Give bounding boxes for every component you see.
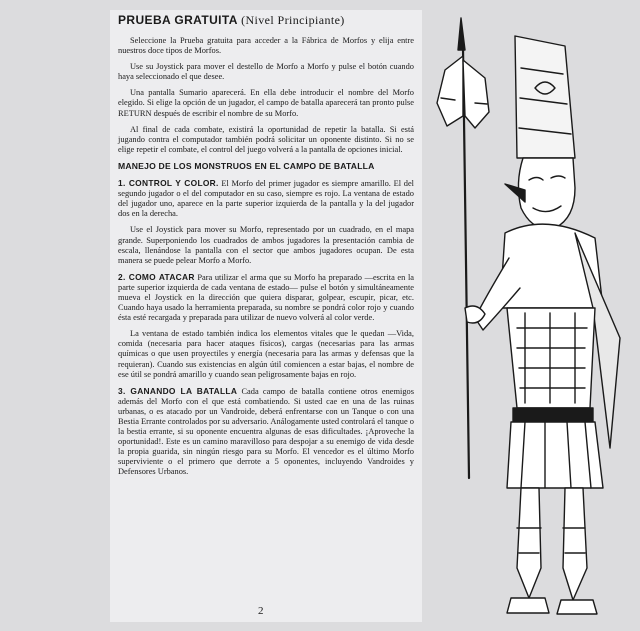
page-number: 2 xyxy=(258,605,264,617)
page-title xyxy=(118,14,414,27)
section-heading: MANEJO DE LOS MONSTRUOS EN EL CAMPO DE BATALLA xyxy=(118,160,375,171)
intro-paragraph-3: Una pantalla Sumario aparecerá. En ella debe introducir el nombre del Morfo elegido. Si elige la opción de un jugador, el campo de batalla aparecerá tan pronto pulse RETURN después de escribir el nombre de su Morfo. xyxy=(118,88,414,118)
section-1-paragraph xyxy=(118,178,414,219)
intro-paragraph-4: Al final de cada combate, existirá la oportunidad de repetir la batalla. Si está jugando contra el computador también podrá solicitar un oponente distinto. Si no se elige repetir el combate, el control del juego volverá a la pantalla de opciones inicial. xyxy=(118,124,414,154)
section-2-text: Para utilizar el arma que su Morfo ha preparado —escrita en la parte superior izquierda de cada ventana de estado— pulse el botón y simultáneamente mueva el Joystick en la dirección que quiera disparar, golpear, escupir, picar, etc. Cuando haya usado la herramienta preparada, su nombre se pondrá color rojo y cuando ésta esté recargada y preparada para utilizar de nuevo volverá al color verde. xyxy=(118,272,414,323)
section-3-heading: 3. GANANDO LA BATALLA xyxy=(118,385,238,396)
section-2-heading: 2. COMO ATACAR xyxy=(118,271,195,282)
title-sub: (Nivel Principiante) xyxy=(241,13,345,27)
section-1-paragraph-2: Use el Joystick para mover su Morfo, representado por un cuadrado, en el mapa grande. Superponiendo los cuadrados de ambos jugadores la presentación cambia de escala, llenándose la pantalla con el sector que ambos jugadores ocupan. De esta manera se puede pelear Morfo a Morfo. xyxy=(118,225,414,265)
intro-paragraph-2: Use su Joystick para mover el destello de Morfo a Morfo y pulse el botón cuando haya seleccionado el que desee. xyxy=(118,62,414,82)
title-main: PRUEBA GRATUITA xyxy=(118,13,238,27)
intro-paragraph-1: Seleccione la Prueba gratuita para acceder a la Fábrica de Morfos y elija entre nuestros doce tipos de Morfos. xyxy=(118,36,414,56)
section-2-paragraph xyxy=(118,272,414,323)
section-3-text: Cada campo de batalla contiene otros enemigos además del Morfo con el que está combatiendo. Si usted cae en una de las ruinas urbanas, o es atacado por un Vandroide, deberá enfrentarse con un Tanque o con una Bestia Errante controlados por su adversario. Análogamente usted controlará el tanque o la bestia errante, si su oponente encuentra algunas de esas dificultades. ¡Aproveche la oportunidad!. Este es un camino maravilloso para despojar a su enemigo de vida desde la propia guarida, sin ningún riesgo para su Morfo. El vencedor es el último Morfo superviviente o el primero que derrote a 5 oponentes, incluyendo Vandroides y Defensores Urbanos. xyxy=(118,386,414,477)
text-content xyxy=(118,14,414,484)
section-1-heading: 1. CONTROL Y COLOR. xyxy=(118,178,219,189)
warrior-illustration xyxy=(425,8,635,623)
section-1-text: El Morfo del primer jugador es siempre amarillo. El del segundo jugador o el del computador en su caso, siempre es rojo. La ventana de estado del jugador uno, aparece en la parte superior izquierda de la pantalla y la del jugador dos en la derecha. xyxy=(118,179,414,219)
section-2-paragraph-2: La ventana de estado también indica los elementos vitales que le quedan —Vida, comida (necesaria para hacer ataques físicos), cargas (necesarias para las armas químicas o que usen proyectiles y energía (necesaria para las armas y defensas que la requieran). Cuando sus existencias en algún útil comiencen a estar bajas, el nombre de ese útil se pondrá amarillo y cuando sean peligrosamente bajas en rojo. xyxy=(118,329,414,379)
section-3-paragraph xyxy=(118,386,414,478)
